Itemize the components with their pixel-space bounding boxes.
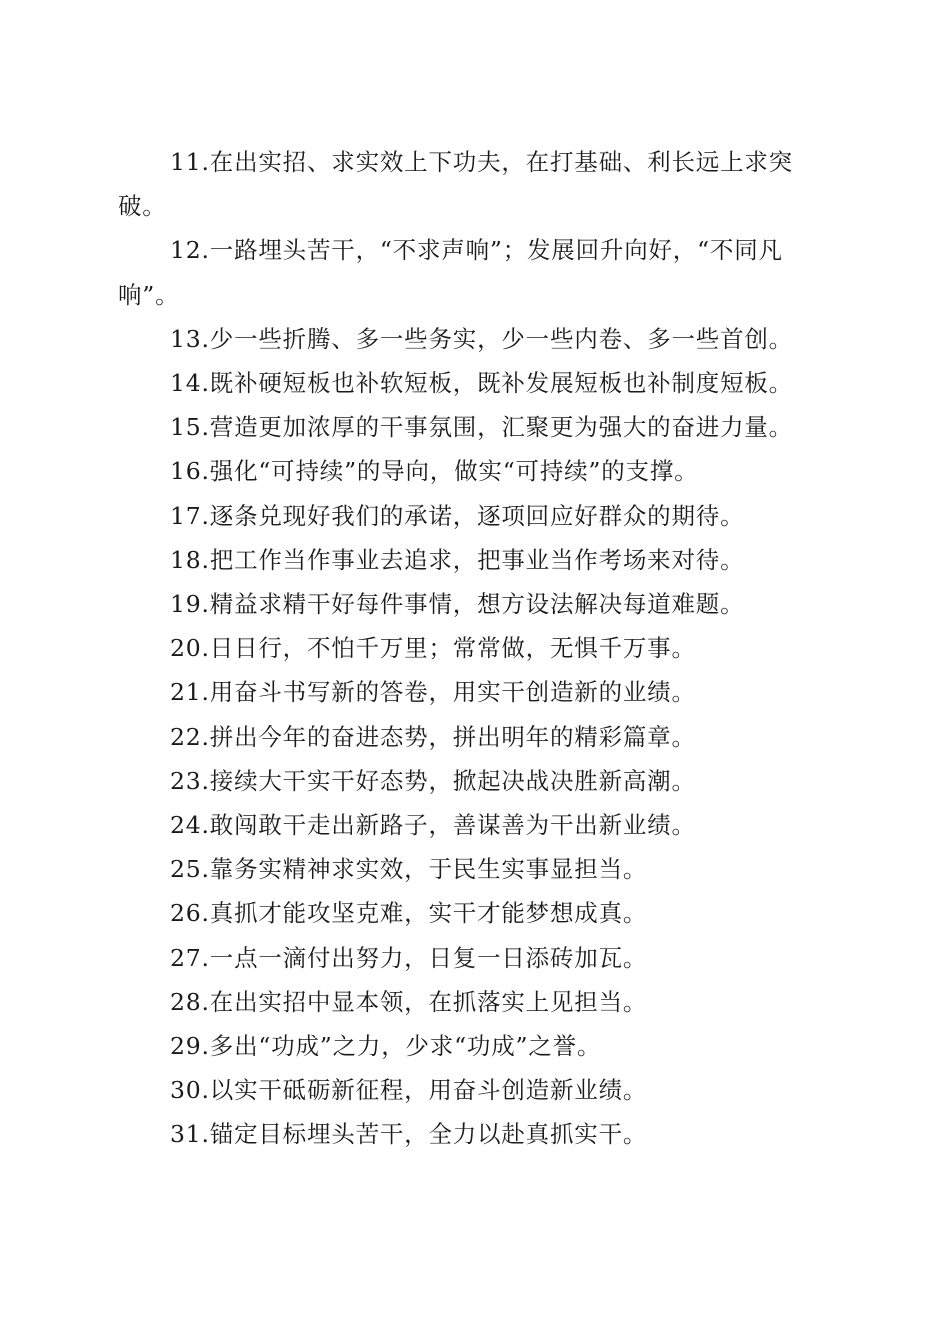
list-item: 23.接续大干实干好态势，掀起决战决胜新高潮。 — [170, 766, 696, 795]
list-item: 15.营造更加浓厚的干事氛围，汇聚更为强大的奋进力量。 — [170, 413, 793, 442]
list-item: 22.拼出今年的奋进态势，拼出明年的精彩篇章。 — [170, 722, 696, 751]
list-item: 30.以实干砥砺新征程，用奋斗创造新业绩。 — [170, 1076, 648, 1105]
list-item: 25.靠务实精神求实效，于民生实事显担当。 — [170, 855, 648, 884]
list-item: 14.既补硬短板也补软短板，既补发展短板也补制度短板。 — [170, 369, 793, 398]
list-item: 27.一点一滴付出努力，日复一日添砖加瓦。 — [170, 943, 648, 972]
list-item: 24.敢闯敢干走出新路子，善谋善为干出新业绩。 — [170, 811, 696, 840]
list-item: 28.在出实招中显本领，在抓落实上见担当。 — [170, 987, 648, 1016]
list-item: 17.逐条兑现好我们的承诺，逐项回应好群众的期待。 — [170, 501, 745, 530]
list-item: 11.在出实招、求实效上下功夫，在打基础、利长远上求突破。 — [118, 148, 793, 221]
list-item: 16.强化“可持续”的导向，做实“可持续”的支撑。 — [170, 457, 699, 486]
list-item: 29.多出“功成”之力，少求“功成”之誉。 — [170, 1032, 602, 1061]
list-item: 19.精益求精干好每件事情，想方设法解决每道难题。 — [170, 590, 745, 619]
document-body — [118, 140, 828, 1157]
list-item: 20.日日行，不怕千万里；常常做，无惧千万事。 — [170, 634, 696, 663]
list-item: 12.一路埋头苦干，“不求声响”；发展回升向好，“不同凡响”。 — [118, 236, 783, 309]
list-item: 18.把工作当作事业去追求，把事业当作考场来对待。 — [170, 545, 745, 574]
list-item: 13.少一些折腾、多一些务实，少一些内卷、多一些首创。 — [170, 324, 793, 353]
list-item: 21.用奋斗书写新的答卷，用实干创造新的业绩。 — [170, 678, 696, 707]
list-item: 26.真抓才能攻坚克难，实干才能梦想成真。 — [170, 899, 648, 928]
list-item: 31.锚定目标埋头苦干，全力以赴真抓实干。 — [170, 1120, 648, 1149]
